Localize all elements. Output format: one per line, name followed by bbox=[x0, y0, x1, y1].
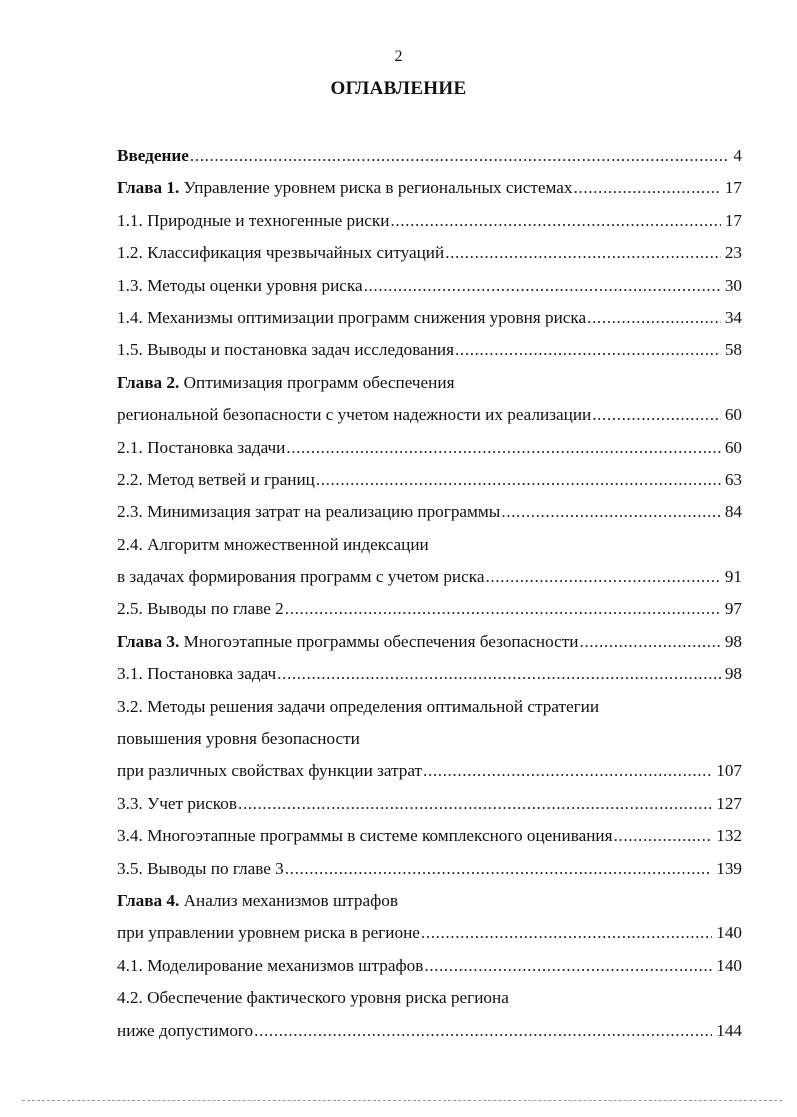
toc-entry-text: 3.3. Учет рисков bbox=[117, 793, 237, 813]
toc-dot-leader bbox=[190, 145, 730, 167]
toc-page-number: 58 bbox=[724, 340, 742, 360]
toc-entry-text: 2.2. Метод ветвей и границ bbox=[117, 469, 315, 489]
toc-entry bbox=[117, 696, 742, 728]
toc-dot-leader bbox=[285, 858, 712, 880]
toc-entry-title bbox=[117, 922, 420, 944]
toc-dot-leader bbox=[579, 631, 720, 653]
toc-entry-label: Глава 3. bbox=[117, 631, 180, 651]
toc-entry-title bbox=[117, 663, 276, 685]
page-number: 2 bbox=[394, 48, 403, 65]
toc-page-number: 60 bbox=[724, 437, 742, 457]
toc-dot-leader bbox=[424, 955, 712, 977]
toc-entry-title bbox=[117, 696, 599, 718]
toc-dot-leader bbox=[390, 210, 720, 232]
toc-dot-leader bbox=[485, 566, 720, 588]
toc-page-number: 140 bbox=[716, 923, 742, 943]
toc-entry-title bbox=[117, 242, 444, 264]
toc-page-number: 34 bbox=[724, 307, 742, 327]
toc-entry-title bbox=[117, 858, 284, 880]
toc-entry-title bbox=[117, 955, 423, 977]
toc-entry-title bbox=[117, 1020, 253, 1042]
toc-entry-text: 1.3. Методы оценки уровня риска bbox=[117, 275, 363, 295]
toc-entry-title bbox=[117, 210, 389, 232]
toc-entry-text: 1.1. Природные и техногенные риски bbox=[117, 210, 390, 230]
toc-entry-text: 2.5. Выводы по главе 2 bbox=[117, 599, 284, 619]
toc-entry bbox=[117, 534, 742, 566]
toc-page-number: 91 bbox=[724, 567, 742, 587]
toc-entry-text: Оптимизация программ обеспечения bbox=[179, 372, 455, 392]
toc-entry bbox=[117, 987, 742, 1019]
toc-page-number: 140 bbox=[716, 955, 742, 975]
toc-entry-title bbox=[117, 404, 591, 426]
toc-entry bbox=[117, 955, 742, 987]
toc-dot-leader bbox=[364, 275, 721, 297]
toc-entry-title bbox=[117, 372, 454, 394]
toc-entry-text: Управление уровнем риска в региональных системах bbox=[179, 178, 573, 198]
toc-entry-title bbox=[117, 177, 573, 199]
toc-entry bbox=[117, 307, 742, 339]
toc-dot-leader bbox=[277, 663, 721, 685]
toc-dot-leader bbox=[423, 760, 712, 782]
toc-entry-title bbox=[117, 987, 509, 1009]
toc-entry bbox=[117, 760, 742, 792]
toc-page-number: 132 bbox=[716, 826, 742, 846]
toc-entry-title bbox=[117, 145, 189, 167]
toc-page-number: 60 bbox=[724, 405, 742, 425]
toc-entry-text: 4.1. Моделирование механизмов штрафов bbox=[117, 955, 424, 975]
page-bottom-rule bbox=[22, 1100, 782, 1101]
toc-entry bbox=[117, 177, 742, 209]
toc-dot-leader bbox=[285, 598, 721, 620]
toc-entry-title bbox=[117, 793, 237, 815]
toc-entry-text: Многоэтапные программы обеспечения безопасности bbox=[179, 631, 579, 651]
toc-entry-text: 2.3. Минимизация затрат на реализацию программы bbox=[117, 502, 501, 522]
toc-page-number: 98 bbox=[724, 664, 742, 684]
toc-entry bbox=[117, 598, 742, 630]
toc-entry-text: 3.5. Выводы по главе 3 bbox=[117, 858, 284, 878]
toc-entry bbox=[117, 339, 742, 371]
toc-dot-leader bbox=[421, 922, 712, 944]
toc-entry bbox=[117, 1020, 742, 1052]
toc-page-number: 17 bbox=[724, 178, 742, 198]
toc-entry bbox=[117, 404, 742, 436]
toc-entry-text: в задачах формирования программ с учетом риска bbox=[117, 567, 485, 587]
toc-page-number: 4 bbox=[733, 146, 742, 165]
toc-page-number: 98 bbox=[724, 631, 742, 651]
toc-dot-leader bbox=[614, 825, 713, 847]
page-title: ОГЛАВЛЕНИЕ bbox=[330, 78, 467, 99]
toc-entry-title bbox=[117, 437, 285, 459]
toc-entry-title bbox=[117, 307, 586, 329]
toc-entry-text: 1.2. Классификация чрезвычайных ситуаций bbox=[117, 243, 445, 263]
toc-entry-text: 2.1. Постановка задачи bbox=[117, 437, 286, 457]
toc-dot-leader bbox=[286, 437, 720, 459]
toc-entry-label: Глава 1. bbox=[117, 178, 180, 198]
toc-page-number: 23 bbox=[724, 243, 742, 263]
toc-entry-text: 1.4. Механизмы оптимизации программ снижения уровня риска bbox=[117, 307, 587, 327]
toc-page-number: 17 bbox=[724, 210, 742, 230]
toc-entry-title bbox=[117, 598, 284, 620]
toc-entry bbox=[117, 275, 742, 307]
toc-dot-leader bbox=[316, 469, 721, 491]
toc-entry bbox=[117, 242, 742, 274]
toc-entry-title bbox=[117, 760, 422, 782]
toc-entry bbox=[117, 663, 742, 695]
toc-entry-title bbox=[117, 566, 484, 588]
toc-page-number: 97 bbox=[724, 599, 742, 619]
toc-entry bbox=[117, 372, 742, 404]
toc-entry-title bbox=[117, 825, 613, 847]
toc-entry-text: Анализ механизмов штрафов bbox=[179, 890, 398, 910]
toc-entry-title bbox=[117, 339, 454, 361]
toc-entry bbox=[117, 858, 742, 890]
toc-entry-text: 3.2. Методы решения задачи определения оптимальной стратегии bbox=[117, 696, 600, 716]
toc-entry-title bbox=[117, 890, 398, 912]
toc-entry-title bbox=[117, 275, 363, 297]
toc-entry bbox=[117, 728, 742, 760]
toc-page-number: 63 bbox=[724, 469, 742, 489]
toc-entry-text: 4.2. Обеспечение фактического уровня риска региона bbox=[117, 988, 509, 1008]
toc-entry-label: Введение bbox=[117, 146, 189, 165]
toc-dot-leader bbox=[238, 793, 712, 815]
toc-entry bbox=[117, 469, 742, 501]
toc-dot-leader bbox=[574, 177, 721, 199]
toc-entry-text: ниже допустимого bbox=[117, 1020, 254, 1040]
table-of-contents bbox=[117, 145, 742, 1052]
toc-entry-text: 2.4. Алгоритм множественной индексации bbox=[117, 534, 429, 554]
toc-page-number: 107 bbox=[716, 761, 742, 781]
toc-entry bbox=[117, 922, 742, 954]
toc-entry bbox=[117, 437, 742, 469]
toc-entry-title bbox=[117, 469, 315, 491]
toc-entry-text: 1.5. Выводы и постановка задач исследования bbox=[117, 340, 455, 360]
toc-entry-title bbox=[117, 631, 578, 653]
toc-entry-title bbox=[117, 501, 500, 523]
toc-entry bbox=[117, 145, 742, 177]
toc-entry-text: повышения уровня безопасности bbox=[117, 729, 360, 749]
toc-entry-text: при различных свойствах функции затрат bbox=[117, 761, 423, 781]
toc-page-number: 30 bbox=[724, 275, 742, 295]
toc-dot-leader bbox=[501, 501, 720, 523]
toc-entry-title bbox=[117, 534, 429, 556]
toc-page-number: 144 bbox=[716, 1020, 742, 1040]
toc-entry-text: при управлении уровнем риска в регионе bbox=[117, 923, 420, 943]
toc-entry-text: региональной безопасности с учетом надежности их реализации bbox=[117, 405, 592, 425]
toc-entry-text: 3.1. Постановка задач bbox=[117, 664, 277, 684]
toc-entry bbox=[117, 501, 742, 533]
toc-entry bbox=[117, 825, 742, 857]
toc-entry bbox=[117, 890, 742, 922]
toc-entry bbox=[117, 793, 742, 825]
toc-dot-leader bbox=[254, 1020, 712, 1042]
toc-page-number: 127 bbox=[716, 793, 742, 813]
toc-entry bbox=[117, 566, 742, 598]
toc-dot-leader bbox=[592, 404, 721, 426]
toc-entry-title bbox=[117, 728, 360, 750]
toc-dot-leader bbox=[587, 307, 721, 329]
toc-entry-label: Глава 4. bbox=[117, 890, 180, 910]
toc-entry bbox=[117, 631, 742, 663]
toc-page-number: 84 bbox=[724, 502, 742, 522]
toc-entry bbox=[117, 210, 742, 242]
toc-dot-leader bbox=[445, 242, 721, 264]
toc-dot-leader bbox=[455, 339, 721, 361]
toc-page-number: 139 bbox=[716, 858, 742, 878]
toc-entry-label: Глава 2. bbox=[117, 372, 180, 392]
toc-entry-text: 3.4. Многоэтапные программы в системе комплексного оценивания bbox=[117, 826, 613, 846]
